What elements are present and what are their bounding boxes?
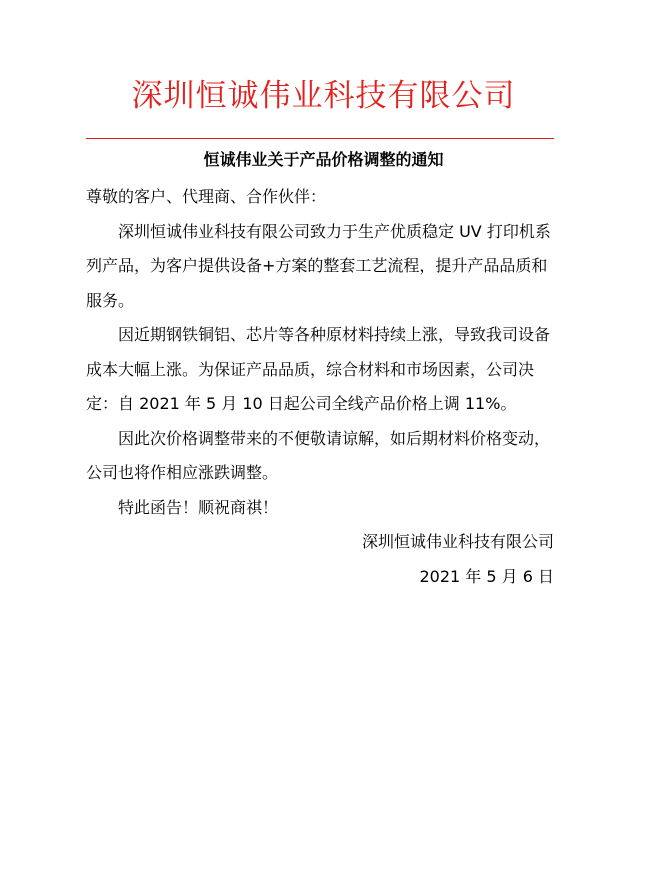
paragraph-intro: 深圳恒诚伟业科技有限公司致力于生产优质稳定 UV 打印机系列产品，为客户提供设备+方案的整套工艺流程，提升产品品质和服务。 <box>86 221 551 310</box>
notice-body <box>86 180 554 594</box>
paragraph-apology: 因此次价格调整带来的不便敬请谅解，如后期材料价格变动，公司也将作相应涨跌调整。 <box>86 428 551 482</box>
salutation: 尊敬的客户、代理商、合作伙伴： <box>86 187 327 206</box>
header-divider <box>86 138 554 139</box>
paragraph-closing: 特此函告！顺祝商祺！ <box>118 497 279 517</box>
paragraph-price-reason: 因近期钢铁铜铝、芯片等各种原材料持续上涨，导致我司设备成本大幅上涨。为保证产品品质，综合材料和市场因素，公司决定：自 2021 年 5 月 10 日起公司全线产品价格上调 11%。 <box>86 325 551 413</box>
signature: 深圳恒诚伟业科技有限公司 <box>361 532 554 551</box>
company-header: 深圳恒诚伟业科技有限公司 <box>131 78 516 114</box>
date: 2021 年 5 月 6 日 <box>419 566 554 586</box>
notice-title: 恒诚伟业关于产品价格调整的通知 <box>203 150 444 169</box>
